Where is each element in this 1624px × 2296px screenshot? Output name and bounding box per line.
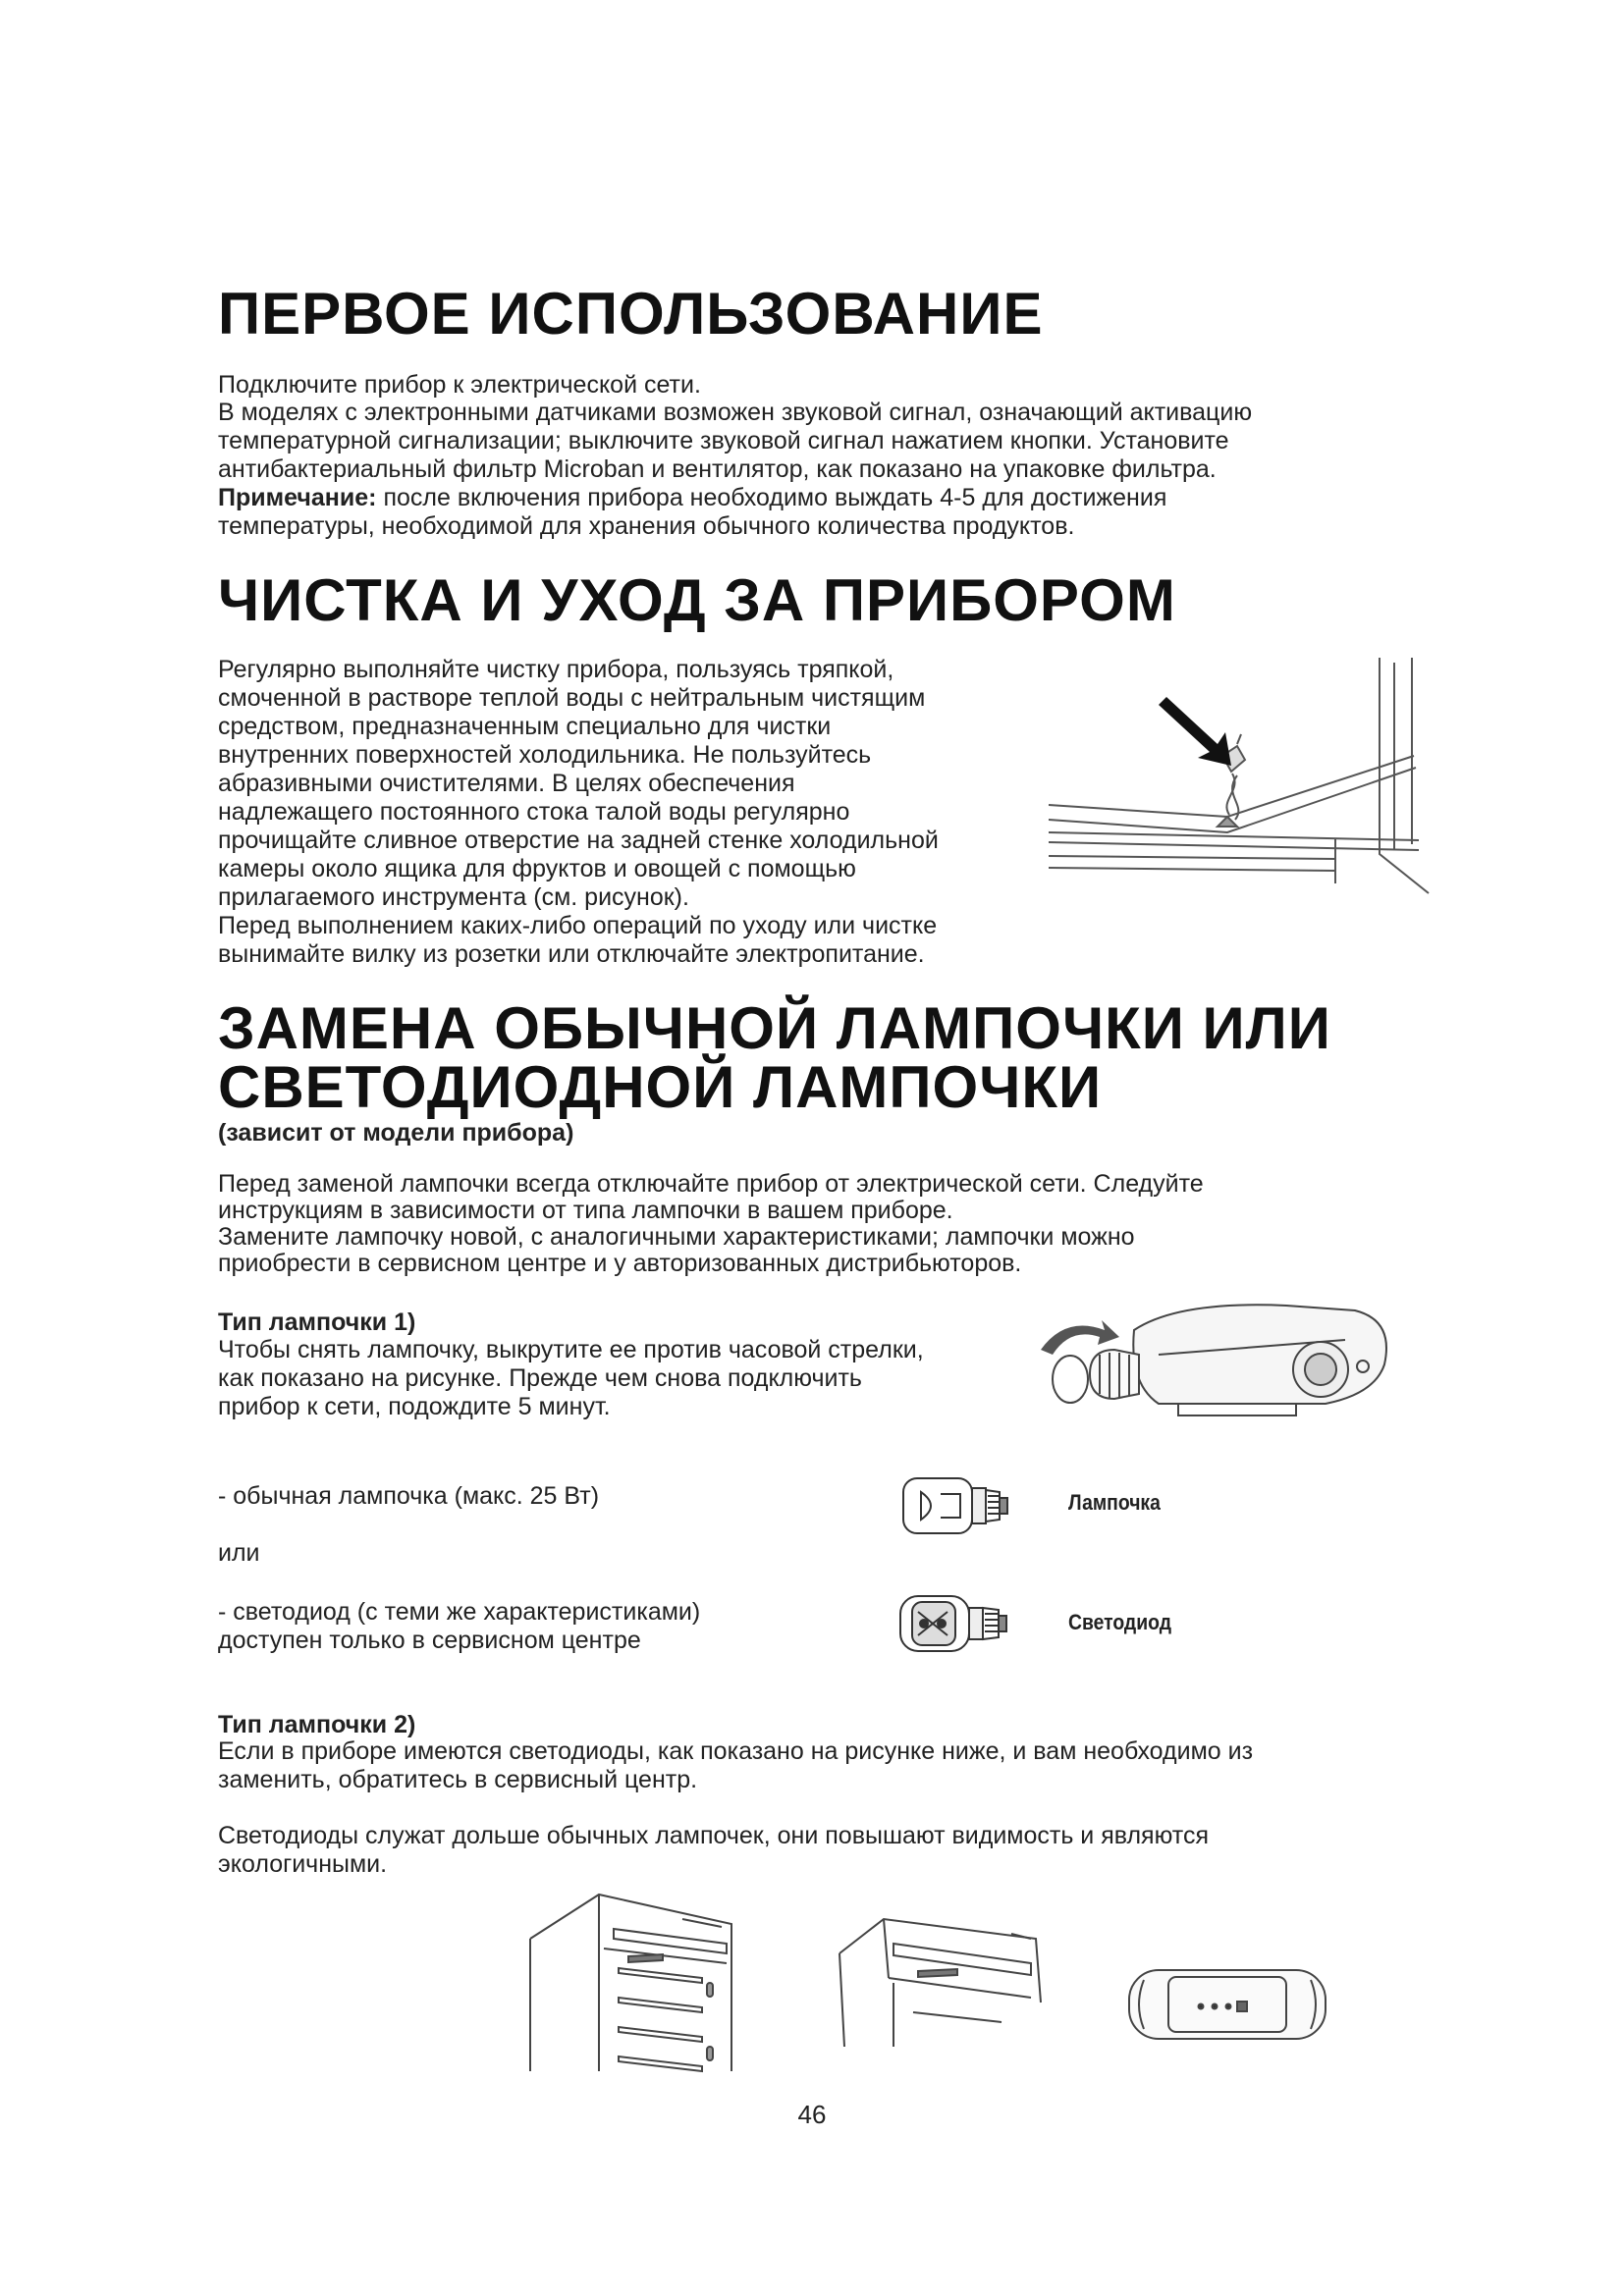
bulb-label: Лампочка (1068, 1490, 1161, 1515)
cleaning-line-1: Регулярно выполняйте чистку прибора, пользуясь тряпкой, (218, 656, 894, 683)
cleaning-line-6: надлежащего постоянного стока талой воды регулярно (218, 798, 850, 826)
lamp-intro-line-4: приобрести в сервисном центре и у авторизованных дистрибьюторов. (218, 1250, 1022, 1277)
cleaning-line-3: средством, предназначенным специально для чистки (218, 713, 832, 740)
fridge-interior-illustration-2 (835, 1914, 1051, 2052)
lamp-housing-illustration (1031, 1296, 1394, 1423)
lamp-intro-line-2: инструкциям в зависимости от типа лампочки в вашем приборе. (218, 1197, 953, 1224)
type2-line-1: Если в приборе имеются светодиоды, как показано на рисунке ниже, и вам необходимо из (218, 1737, 1254, 1765)
note-label: Примечание: (218, 484, 377, 511)
cleaning-line-8: камеры около ящика для фруктов и овощей с помощью (218, 855, 856, 882)
type1-line-1: Чтобы снять лампочку, выкрутите ее против часовой стрелки, (218, 1336, 924, 1363)
heading-lamp-line-2: СВЕТОДИОДНОЙ ЛАМПОЧКИ (218, 1054, 1103, 1120)
type2-heading: Тип лампочки 2) (218, 1711, 416, 1738)
page-number: 46 (797, 2100, 827, 2129)
cleaning-line-7: прочищайте сливное отверстие на задней стенке холодильной (218, 827, 939, 854)
first-use-line-3: температурной сигнализации; выключите звуковой сигнал нажатием кнопки. Установите (218, 427, 1229, 454)
lamp-subtitle: (зависит от модели прибора) (218, 1119, 574, 1147)
lamp-intro-line-3: Замените лампочку новой, с аналогичными характеристиками; лампочки можно (218, 1223, 1135, 1251)
bulb-option-or: или (218, 1539, 260, 1567)
first-use-line-1: Подключите прибор к электрической сети. (218, 371, 701, 399)
heading-first-use: ПЕРВОЕ ИСПОЛЬЗОВАНИЕ (218, 281, 1044, 347)
type2-note-line-2: экологичными. (218, 1850, 388, 1878)
cleaning-line-4: внутренних поверхностей холодильника. Не пользуйтесь (218, 741, 872, 769)
bulb-option-led-line-1: - светодиод (с теми же характеристиками) (218, 1598, 701, 1626)
bulb-option-led-line-2: доступен только в сервисном центре (218, 1627, 641, 1654)
cleaning-line-10: Перед выполнением каких-либо операций по уходу или чистке (218, 912, 938, 939)
drain-tool-illustration (1041, 658, 1434, 923)
note-text: после включения прибора необходимо выждать 4-5 для достижения (376, 484, 1167, 511)
lamp-intro-line-1: Перед заменой лампочки всегда отключайте прибор от электрической сети. Следуйте (218, 1170, 1204, 1198)
type2-note-line-1: Светодиоды служат дольше обычных лампочек, они повышают видимость и являются (218, 1822, 1209, 1849)
arrow-icon (1159, 697, 1231, 766)
type1-heading: Тип лампочки 1) (218, 1308, 416, 1336)
bulb-icon (901, 1474, 1039, 1537)
cleaning-line-11: вынимайте вилку из розетки или отключайте электропитание. (218, 940, 925, 968)
fridge-interior-illustration-1 (525, 1890, 741, 2076)
first-use-note-line-2: температуры, необходимой для хранения обычного количества продуктов. (218, 512, 1075, 540)
cleaning-line-9: прилагаемого инструмента (см. рисунок). (218, 883, 689, 911)
type1-line-2: как показано на рисунке. Прежде чем снова подключить (218, 1364, 862, 1392)
first-use-note (218, 484, 1166, 512)
first-use-line-4: антибактериальный фильтр Microban и вентилятор, как показано на упаковке фильтра. (218, 455, 1217, 483)
bulb-option-normal: - обычная лампочка (макс. 25 Вт) (218, 1482, 600, 1510)
led-bulb-icon (898, 1592, 1036, 1655)
heading-cleaning: ЧИСТКА И УХОД ЗА ПРИБОРОМ (218, 567, 1176, 633)
cleaning-line-5: абразивными очистителями. В целях обеспечения (218, 770, 795, 797)
heading-lamp-line-1: ЗАМЕНА ОБЫЧНОЙ ЛАМПОЧКИ ИЛИ (218, 995, 1331, 1061)
first-use-line-2: В моделях с электронными датчиками возможен звуковой сигнал, означающий активацию (218, 399, 1253, 426)
led-label: Светодиод (1068, 1610, 1171, 1634)
type2-line-2: заменить, обратитесь в сервисный центр. (218, 1766, 698, 1793)
type1-line-3: прибор к сети, подождите 5 минут. (218, 1393, 611, 1420)
led-module-illustration (1124, 1965, 1330, 2044)
cleaning-line-2: смоченной в растворе теплой воды с нейтральным чистящим (218, 684, 926, 712)
